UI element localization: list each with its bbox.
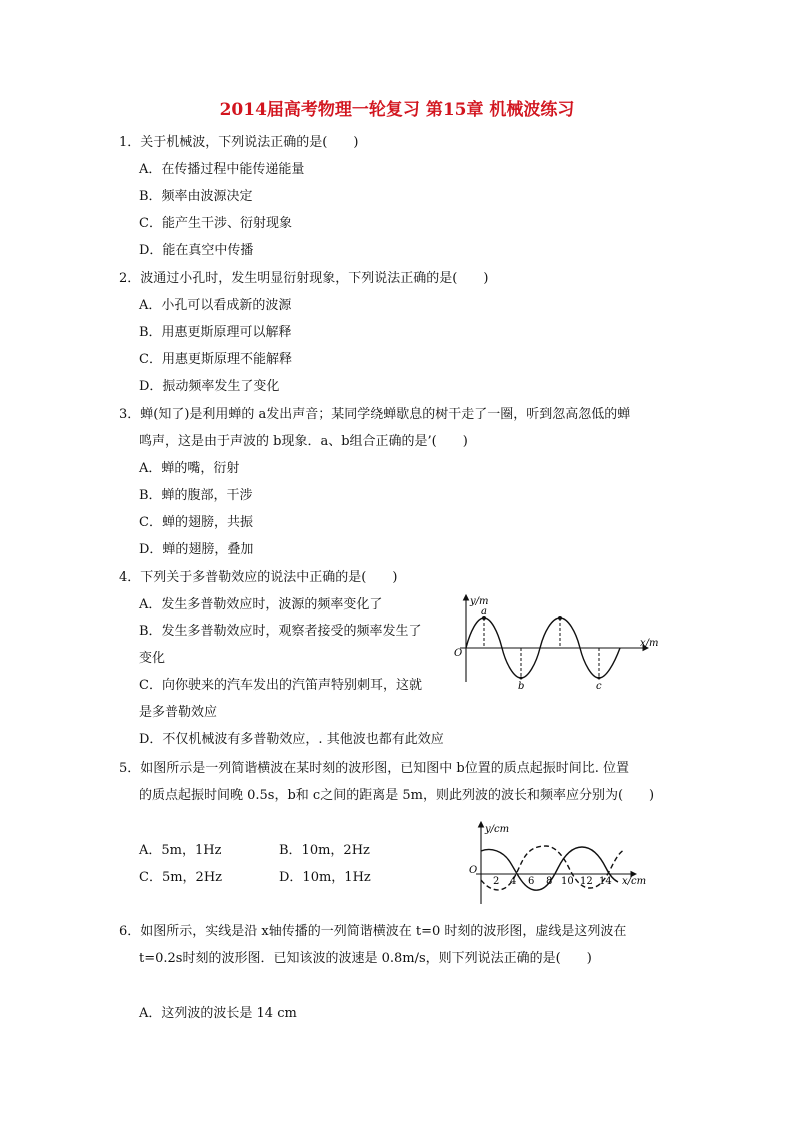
question-5-option-a: A．5m，1Hz	[139, 843, 222, 858]
tick-label-6: 6	[528, 876, 535, 887]
question-2-stem: 2．波通过小孔时，发生明显衍射现象，下列说法正确的是( )	[119, 271, 489, 286]
origin-label: O	[454, 648, 463, 659]
question-5-option-b: B．10m，2Hz	[279, 843, 370, 858]
question-6-stem-line-1: 6．如图所示，实线是沿 x轴传播的一列简谐横波在 t=0 时刻的波形图，虚线是这列波在	[119, 924, 627, 939]
y-axis-label: y/cm	[485, 824, 510, 835]
point-peak-2-dot	[558, 616, 562, 620]
tick-label-12: 12	[580, 876, 593, 887]
tick-label-4: 4	[510, 876, 517, 887]
question-5-stem-line-1: 5．如图所示是一列简谐横波在某时刻的波形图，已知图中 b位置的质点起振时间比. 位置	[119, 761, 629, 776]
question-5-wave-figure	[460, 818, 660, 910]
question-3-option-b: B．蝉的腹部，干涉	[139, 488, 253, 503]
page-title: 2014届高考物理一轮复习 第15章 机械波练习	[219, 100, 575, 120]
question-4-option-b-cont: 变化	[139, 651, 166, 666]
question-2-option-c: C．用惠更斯原理不能解释	[139, 352, 292, 367]
point-b-dot	[520, 677, 523, 680]
x-axis-label: x/cm	[622, 876, 647, 887]
question-1-stem: 1．关于机械波，下列说法正确的是( )	[119, 135, 359, 150]
tick-label-10: 10	[561, 876, 574, 887]
question-1-option-a: A．在传播过程中能传递能量	[139, 162, 305, 177]
question-3-stem-line-1: 3．蝉(知了)是利用蝉的 a发出声音；某同学绕蝉歇息的树干走了一圈，听到忽高忽低的蝉	[119, 407, 631, 422]
question-3-stem-line-2: 鸣声，这是由于声波的 b现象．a、b组合正确的是’( )	[139, 434, 468, 449]
question-3-option-d: D．蝉的翅膀，叠加	[139, 542, 254, 557]
question-6-option-a: A．这列波的波长是 14 cm	[139, 1006, 297, 1021]
question-1-option-c: C．能产生干涉、衍射现象	[139, 216, 292, 231]
tick-label-14: 14	[599, 876, 612, 887]
question-2-option-a: A．小孔可以看成新的波源	[139, 298, 292, 313]
point-a-label: a	[481, 606, 487, 617]
question-3-option-c: C．蝉的翅膀，共振	[139, 515, 253, 530]
question-4-option-b: B．发生多普勒效应时，观察者接受的频率发生了	[139, 624, 422, 639]
question-5-stem-line-2: 的质点起振时间晚 0.5s，b和 c之间的距离是 5m，则此列波的波长和频率应分别为( )	[139, 788, 655, 803]
point-c-label: c	[596, 681, 602, 692]
question-4-option-a: A．发生多普勒效应时，波源的频率变化了	[139, 597, 383, 612]
question-1-option-b: B．频率由波源决定	[139, 189, 253, 204]
tick-label-8: 8	[546, 876, 553, 887]
question-3-option-a: A．蝉的嘴，衍射	[139, 461, 240, 476]
question-4-stem: 4．下列关于多普勒效应的说法中正确的是( )	[119, 570, 398, 585]
x-axis-label: x/m	[640, 638, 659, 649]
question-2-option-b: B．用惠更斯原理可以解释	[139, 325, 292, 340]
y-axis-label: y/m	[470, 596, 489, 607]
tick-label-2: 2	[493, 876, 500, 887]
question-4-option-d: D．不仅机械波有多普勒效应，. 其他波也都有此效应	[139, 732, 444, 747]
question-6-stem-line-2: t=0.2s时刻的波形图．已知该波的波速是 0.8m/s，则下列说法正确的是( )	[139, 951, 592, 966]
question-4-option-c-cont: 是多普勒效应	[139, 705, 218, 720]
point-c-dot	[598, 677, 601, 680]
question-5-option-d: D．10m，1Hz	[279, 870, 371, 885]
point-b-label: b	[518, 681, 525, 692]
question-4-wave-figure	[440, 590, 670, 700]
question-2-option-d: D．振动频率发生了变化	[139, 379, 280, 394]
question-4-option-c: C．向你驶来的汽车发出的汽笛声特别刺耳，这就	[139, 678, 422, 693]
question-5-option-c: C．5m，2Hz	[139, 870, 223, 885]
question-1-option-d: D．能在真空中传播	[139, 243, 254, 258]
origin-label: O	[469, 865, 478, 876]
